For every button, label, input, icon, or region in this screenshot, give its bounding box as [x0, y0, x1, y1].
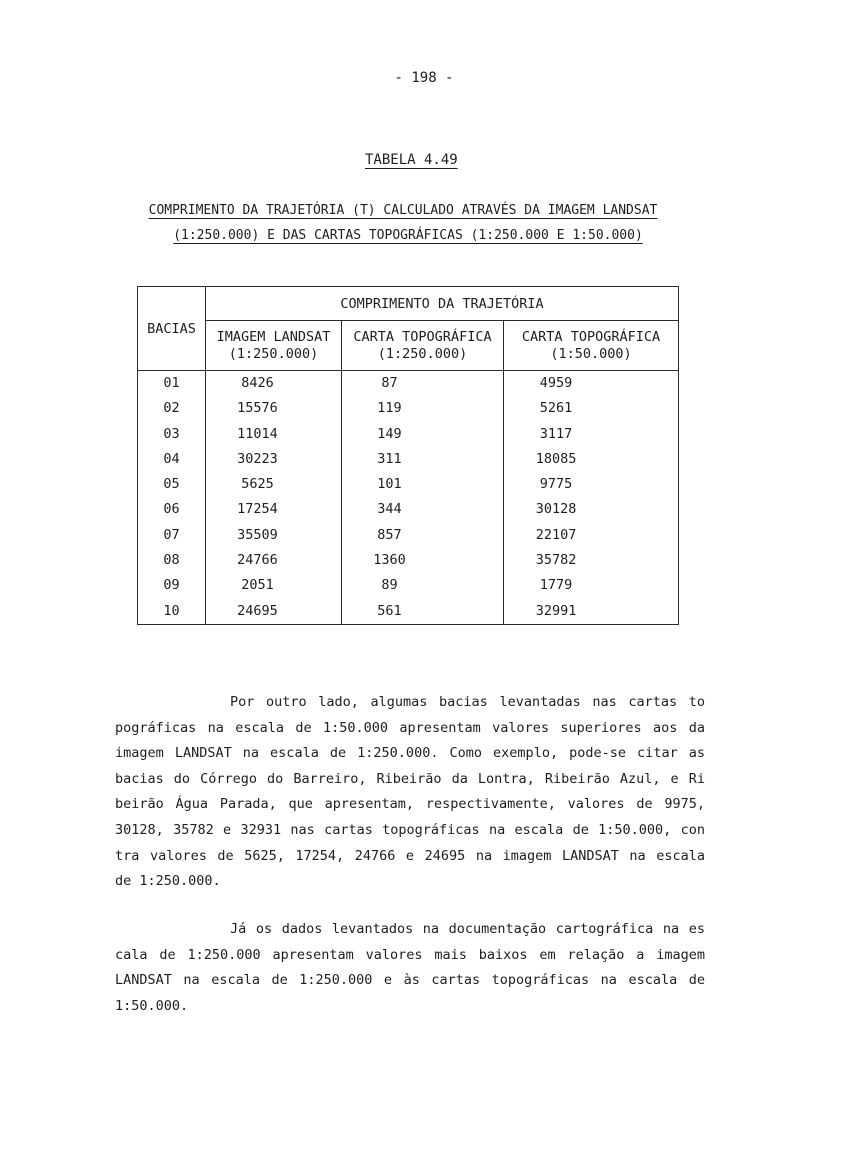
carta-50-cell: 9775	[504, 472, 679, 497]
carta-250-cell: 89	[342, 573, 504, 598]
carta-250-cell: 311	[342, 447, 504, 472]
paragraph-line: cala de 1:250.000 apresentam valores mais baixos em relação a imagem	[115, 946, 705, 963]
bacia-cell: 09	[138, 573, 206, 598]
landsat-cell: 8426	[206, 371, 342, 397]
header-bacias: BACIAS	[138, 287, 206, 371]
paragraph-line: Já os dados levantados na documentação cartográfica na es	[230, 921, 705, 937]
landsat-cell: 30223	[206, 447, 342, 472]
carta-50-cell: 32991	[504, 599, 679, 625]
table-row	[138, 472, 679, 497]
header-col1-line2: (1:250.000)	[228, 345, 319, 362]
carta-250-cell: 87	[342, 371, 504, 397]
paragraph-2	[115, 917, 705, 1019]
landsat-cell: 15576	[206, 396, 342, 421]
trajectory-length-table	[137, 286, 679, 625]
bacia-cell: 06	[138, 497, 206, 522]
table-body	[138, 371, 679, 625]
bacia-cell: 03	[138, 422, 206, 447]
paragraph-line: tra valores de 5625, 17254, 24766 e 24695 na imagem LANDSAT na escala	[115, 847, 705, 864]
paragraph-line: 30128, 35782 e 32931 nas cartas topográficas na escala de 1:50.000, con	[115, 821, 705, 838]
table-caption-line-2: (1:250.000) E DAS CARTAS TOPOGRÁFICAS (1:250.000 E 1:50.000)	[173, 228, 643, 243]
bacia-cell: 10	[138, 599, 206, 625]
paragraph-line: 1:50.000.	[115, 997, 189, 1014]
table-row	[138, 523, 679, 548]
carta-250-cell: 149	[342, 422, 504, 447]
carta-50-cell: 22107	[504, 523, 679, 548]
carta-50-cell: 18085	[504, 447, 679, 472]
paragraph-line: beirão Água Parada, que apresentam, respectivamente, valores de 9975,	[115, 796, 705, 813]
landsat-cell: 24766	[206, 548, 342, 573]
carta-50-cell: 3117	[504, 422, 679, 447]
bacia-cell: 07	[138, 523, 206, 548]
table-row	[138, 447, 679, 472]
bacia-cell: 08	[138, 548, 206, 573]
carta-50-cell: 30128	[504, 497, 679, 522]
carta-250-cell: 119	[342, 396, 504, 421]
header-comprimento-group: COMPRIMENTO DA TRAJETÓRIA	[206, 287, 679, 321]
paragraph-line: de 1:250.000.	[115, 873, 221, 890]
carta-250-cell: 1360	[342, 548, 504, 573]
header-col3-line1: CARTA TOPOGRÁFICA	[521, 328, 661, 345]
header-carta-topografica-50	[504, 321, 679, 371]
paragraph-line: LANDSAT na escala de 1:250.000 e às cartas topográficas na escala de	[115, 972, 705, 989]
header-col1-line1: IMAGEM LANDSAT	[216, 328, 331, 345]
bacia-cell: 02	[138, 396, 206, 421]
table-row	[138, 422, 679, 447]
header-col2-line2: (1:250.000)	[377, 345, 468, 362]
landsat-cell: 11014	[206, 422, 342, 447]
header-imagem-landsat	[206, 321, 342, 371]
carta-250-cell: 344	[342, 497, 504, 522]
paragraph-line: Por outro lado, algumas bacias levantadas nas cartas to	[230, 694, 705, 710]
table-row	[138, 396, 679, 421]
bacia-cell: 01	[138, 371, 206, 397]
carta-250-cell: 101	[342, 472, 504, 497]
carta-250-cell: 857	[342, 523, 504, 548]
carta-50-cell: 5261	[504, 396, 679, 421]
carta-250-cell: 561	[342, 599, 504, 625]
landsat-cell: 24695	[206, 599, 342, 625]
bacia-cell: 05	[138, 472, 206, 497]
landsat-cell: 5625	[206, 472, 342, 497]
carta-50-cell: 1779	[504, 573, 679, 598]
table-title: TABELA 4.49	[365, 152, 458, 168]
header-col3-line2: (1:50.000)	[550, 345, 632, 362]
landsat-cell: 2051	[206, 573, 342, 598]
table-row	[138, 548, 679, 573]
table-row	[138, 497, 679, 522]
table-row	[138, 599, 679, 625]
header-col2-line1: CARTA TOPOGRÁFICA	[353, 328, 492, 345]
table-row	[138, 573, 679, 598]
paragraph-line: pográficas na escala de 1:50.000 apresentam valores superiores aos da	[115, 719, 705, 736]
table-caption-line-1: COMPRIMENTO DA TRAJETÓRIA (T) CALCULADO ATRAVÉS DA IMAGEM LANDSAT	[148, 203, 658, 218]
page-number: - 198 -	[394, 70, 454, 86]
paragraph-line: bacias do Córrego do Barreiro, Ribeirão da Lontra, Ribeirão Azul, e Ri	[115, 770, 705, 787]
carta-50-cell: 35782	[504, 548, 679, 573]
paragraph-1	[115, 690, 705, 895]
header-carta-topografica-250	[342, 321, 504, 371]
table-row	[138, 371, 679, 397]
carta-50-cell: 4959	[504, 371, 679, 397]
paragraph-line: imagem LANDSAT na escala de 1:250.000. Como exemplo, pode-se citar as	[115, 745, 705, 762]
landsat-cell: 17254	[206, 497, 342, 522]
bacia-cell: 04	[138, 447, 206, 472]
landsat-cell: 35509	[206, 523, 342, 548]
